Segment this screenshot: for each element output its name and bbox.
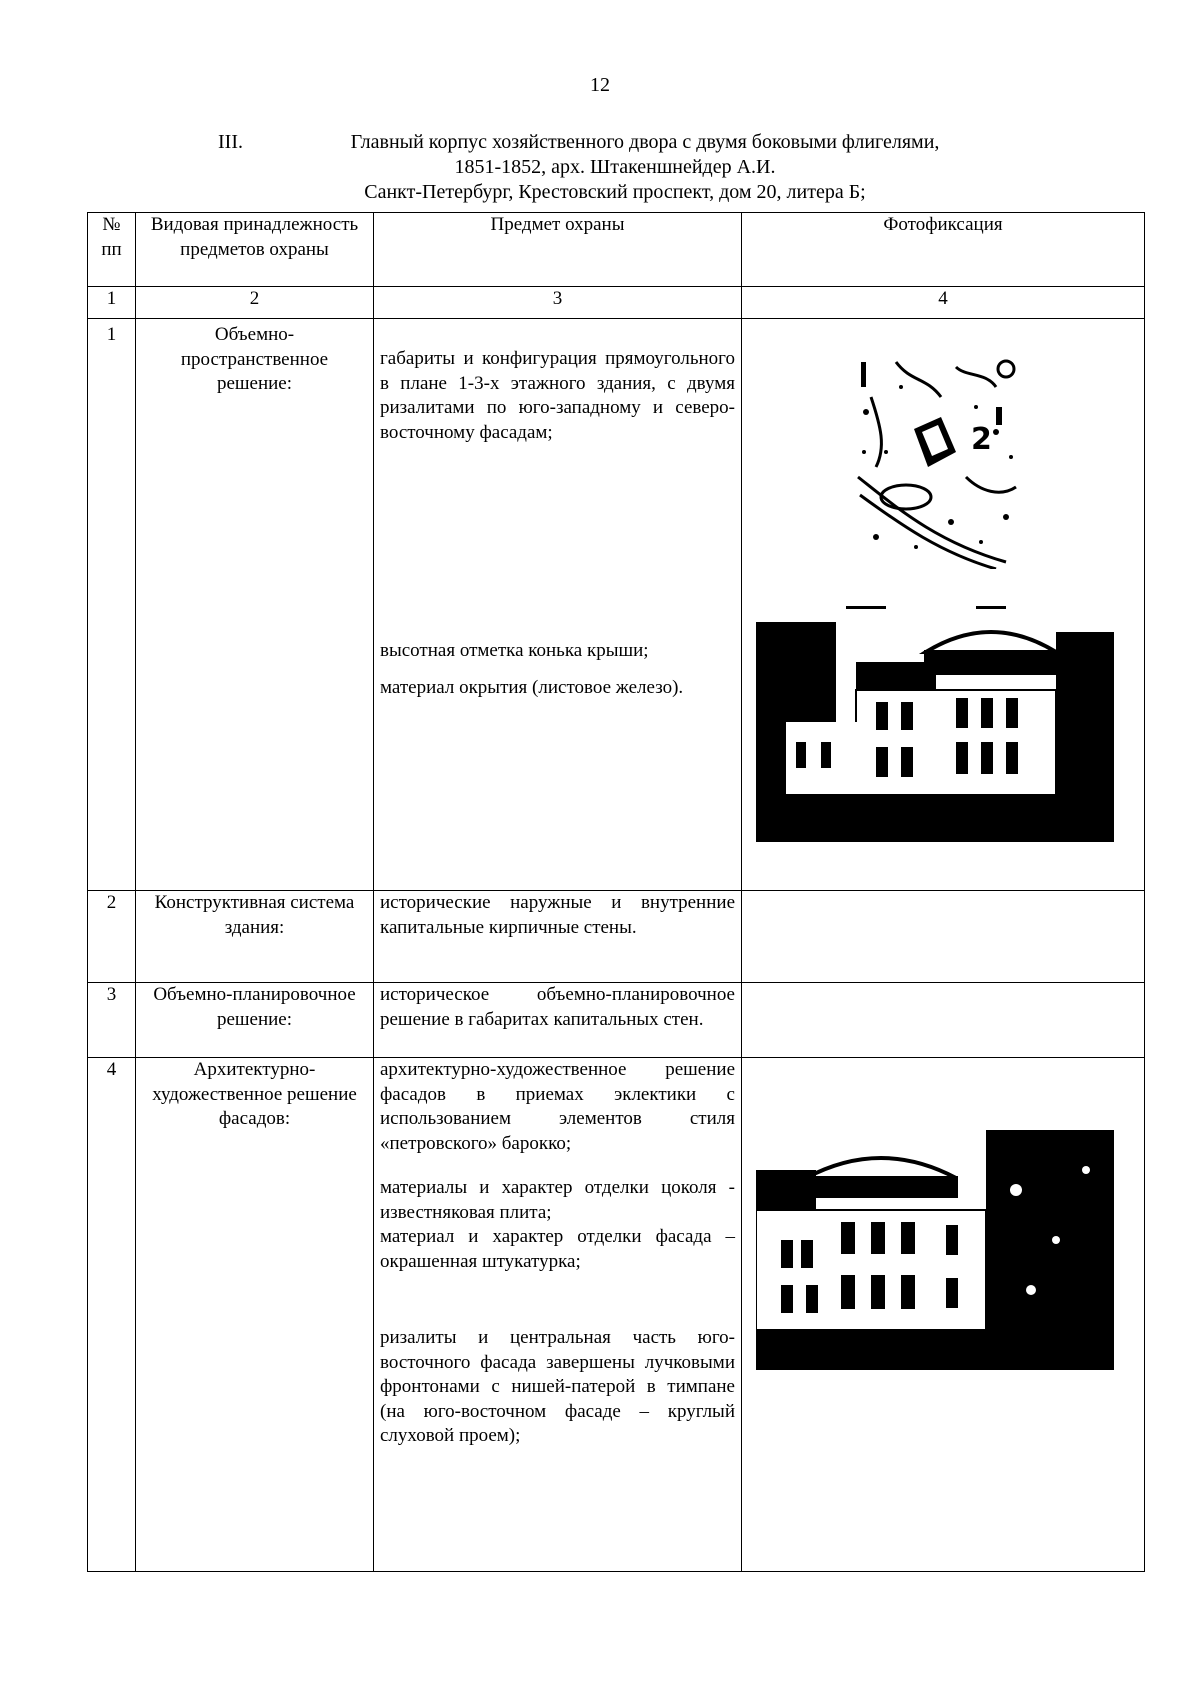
row-type: Объемно-пространственное решение: [136,319,374,891]
heading-line-3: Санкт-Петербург, Крестовский проспект, дом 20, литера Б; [364,181,866,203]
heading-line-2: 1851-1852, арх. Штакеншнейдер А.И. [454,156,776,178]
header-photo: Фотофиксация [742,213,1145,287]
row-type: Объемно-планировочное решение: [136,983,374,1058]
building-photo-2 [756,1130,1114,1370]
row-number: 4 [88,1058,136,1572]
row-subject [374,319,742,891]
row-photo-cell [742,891,1145,983]
row-subject [374,983,742,1058]
plan-number-label: 2 [971,422,992,457]
header-subject: Предмет охраны [374,213,742,287]
subject-item: историческое объемно-планировочное решение в габаритах капитальных стен. [380,984,735,1030]
table-row [88,319,1145,891]
subject-item: архитектурно-художественное решение фасадов в приемах эклектики с использованием элементов стиля «петровского» барокко; [380,1059,735,1154]
row-number: 2 [88,891,136,983]
heading-roman-numeral: III. [218,131,243,153]
column-number: 1 [88,287,136,319]
row-number: 1 [88,319,136,891]
table-header-row [88,213,1145,287]
page-number: 12 [590,74,610,96]
subject-item: высотная отметка конька крыши; [380,640,649,661]
table-row [88,1058,1145,1572]
row-subject [374,1058,742,1572]
heading-line-1: Главный корпус хозяйственного двора с двумя боковыми флигелями, [350,131,940,153]
row-subject [374,891,742,983]
subject-item: габариты и конфигурация прямоугольного в плане 1-3-х этажного здания, с двумя ризалитами по юго-западному и северо-восточному фасадам; [380,348,735,443]
protection-subject-table [87,212,1145,1572]
row-type: Архитектурно-художественное решение фасадов: [136,1058,374,1572]
site-plan-image [856,357,1026,569]
column-number-row [88,287,1145,319]
row-photo-cell [742,319,1145,891]
subject-item: материал и характер отделки фасада – окрашенная штукатурка; [380,1226,735,1272]
building-photo-1 [756,602,1114,842]
row-number: 3 [88,983,136,1058]
column-number: 3 [374,287,742,319]
subject-item: исторические наружные и внутренние капитальные кирпичные стены. [380,892,735,938]
row-photo-cell [742,1058,1145,1572]
column-number: 4 [742,287,1145,319]
row-photo-cell [742,983,1145,1058]
table-row [88,983,1145,1058]
column-number: 2 [136,287,374,319]
document-heading [80,130,1150,205]
header-type: Видовая принадлежность предметов охраны [136,213,374,287]
subject-item: ризалиты и центральная часть юго-восточного фасада завершены лучковыми фронтонами с нишей-патерой в тимпане (на юго-восточном фасаде – круглый слуховой проем); [380,1327,735,1446]
subject-item: материал окрытия (листовое железо). [380,676,684,698]
row-type: Конструктивная система здания: [136,891,374,983]
subject-item: материалы и характер отделки цоколя - известняковая плита; [380,1177,735,1223]
table-row [88,891,1145,983]
header-number: № пп [88,213,136,287]
